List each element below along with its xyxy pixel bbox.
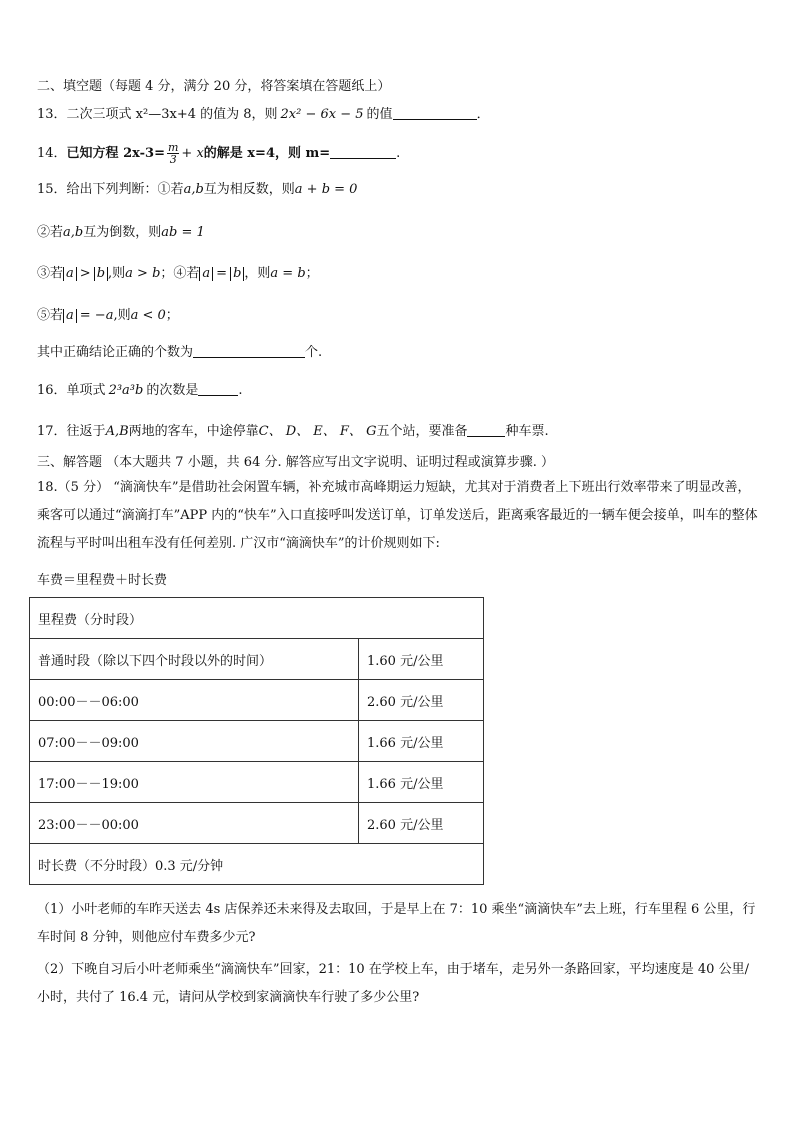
question-15-line-1: 15．给出下列判断：①若a,b互为相反数，则a + b = 0 (37, 182, 358, 197)
table-row (30, 721, 484, 762)
question-17: 17．往返于A,B两地的客车，中途停靠C、 D、 E、 F、 G五个站，要准备 种车票. (37, 424, 549, 439)
fee-formula: 车费＝里程费＋时长费 (37, 573, 168, 588)
period-cell: 23:00－－00:00 (30, 803, 359, 844)
question-number: 15． (37, 182, 67, 197)
table-row (30, 639, 484, 680)
answer-blank[interactable] (330, 145, 396, 159)
period-cell: 00:00－－06:00 (30, 680, 359, 721)
question-18-sub-1: （1）小叶老师的车昨天送去 4s 店保养还未来得及去取回，于是早上在 7：10 乘坐“滴滴快车”去上班，行车里程 6 公里，行车时间 8 分钟，则他应付车费多少元? (37, 902, 756, 945)
question-13: 13．二次三项式 x²—3x+4 的值为 8，则 2x² − 6x − 5 的值 ． (37, 107, 490, 122)
question-15-line-5: 其中正确结论正确的个数为 个. (37, 345, 323, 360)
price-cell: 2.60 元/公里 (359, 803, 484, 844)
answer-blank[interactable] (193, 344, 305, 358)
math-expression: 2x² − 6x − 5 (280, 107, 364, 122)
question-18-intro: 18.（5 分） “滴滴快车”是借助社会闲置车辆，补充城市高峰期运力短缺，尤其对于消费者上下班出行效率带来了明显改善，乘客可以通过“滴滴打车”APP 内的“快车”入口直接呼叫发送订单，订单发送后，距离乘客最近的一辆车便会接单，叫车的整体流程与平时叫出租车没有任何差别. 广汉市“滴滴快车”的计价规则如下: (37, 480, 758, 551)
question-number: 16． (37, 383, 67, 398)
question-number: 14． (37, 146, 67, 161)
table-row (30, 762, 484, 803)
period-cell: 普通时段（除以下四个时段以外的时间） (30, 639, 359, 680)
period-cell: 17:00－－19:00 (30, 762, 359, 803)
table-header-cell: 里程费（分时段） (30, 598, 484, 639)
question-15-line-3: ③若 a > b ,则a > b；④若 a = b ，则a = b； (37, 266, 319, 281)
table-row (30, 680, 484, 721)
answer-blank[interactable] (393, 106, 477, 120)
question-14: 14．已知方程 2x-3= $\frac{m}{3}$ + x的解是 x=4，则 m= . (37, 141, 401, 166)
question-15-line-2: ②若a,b互为倒数，则ab = 1 (37, 225, 205, 240)
question-number: 13． (37, 107, 67, 122)
period-cell: 07:00－－09:00 (30, 721, 359, 762)
price-cell: 1.66 元/公里 (359, 721, 484, 762)
answer-blank[interactable] (198, 382, 238, 396)
price-cell: 1.66 元/公里 (359, 762, 484, 803)
fraction: $\frac{m}{3}$ (167, 141, 179, 166)
table-header-row (30, 598, 484, 639)
price-cell: 2.60 元/公里 (359, 680, 484, 721)
question-16: 16．单项式 2³a³b 的次数是 . (37, 383, 243, 398)
price-cell: 1.60 元/公里 (359, 639, 484, 680)
math-expression: 2³a³b (108, 383, 144, 398)
table-footer-row (30, 844, 484, 885)
question-15-line-4: ⑤若 a = −a,则a < 0； (37, 308, 179, 323)
section-title-fill-blank: 二、填空题（每题 4 分，满分 20 分，将答案填在答题纸上） (37, 79, 391, 94)
fee-table (29, 597, 484, 885)
question-18-sub-2: （2）下晚自习后小叶老师乘坐“滴滴快车”回家，21：10 在学校上车，由于堵车，走另外一条路回家，平均速度是 40 公里/小时，共付了 16.4 元，请问从学校到家滴滴快车行驶了多少公里? (37, 962, 749, 1005)
section-title-answer: 三、解答题 （本大题共 7 小题，共 64 分. 解答应写出文字说明、证明过程或演算步骤. ） (37, 455, 555, 470)
table-footer-cell: 时长费（不分时段）0.3 元/分钟 (30, 844, 484, 885)
table-row (30, 803, 484, 844)
question-number: 17． (37, 424, 67, 439)
answer-blank[interactable] (467, 423, 505, 437)
